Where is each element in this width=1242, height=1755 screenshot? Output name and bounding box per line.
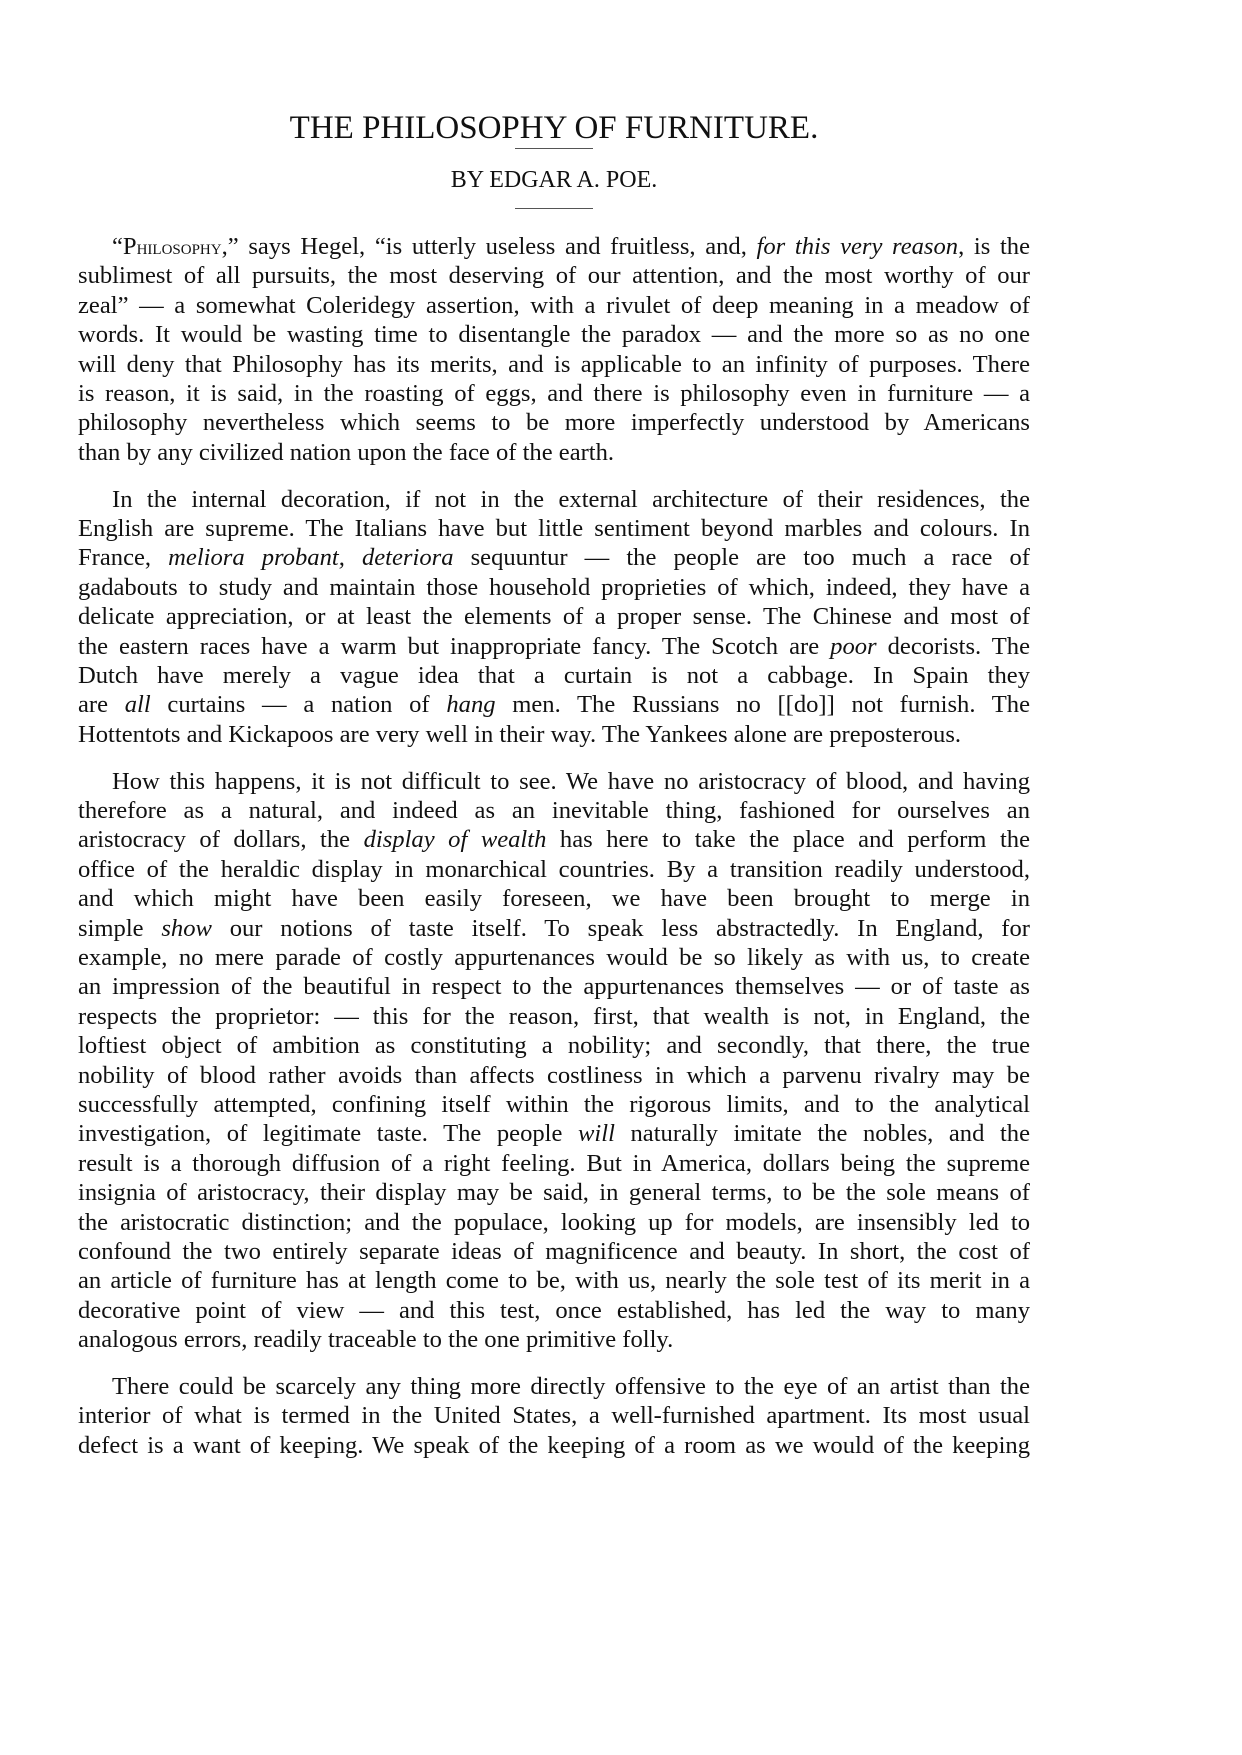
text-line <box>78 661 1030 690</box>
text-line <box>78 261 1030 290</box>
text-line <box>78 1090 1030 1119</box>
text-line <box>78 438 1030 467</box>
text-run: philosophy nevertheless which seems to be more imperfectly understood by Americans <box>78 409 1030 437</box>
text-line <box>78 1149 1030 1178</box>
text-line <box>78 1002 1030 1031</box>
text-line <box>78 1266 1030 1295</box>
italic-text: all <box>124 691 151 719</box>
text-run: zeal” — a somewhat Coleridegy assertion, with a rivulet of deep meaning in a meadow of <box>78 291 1030 319</box>
author-byline: BY EDGAR A. POE. <box>450 167 658 193</box>
text-line <box>78 1372 1030 1401</box>
text-line <box>78 855 1030 884</box>
text-run: simple <box>78 914 162 942</box>
text-line <box>78 720 1030 749</box>
paragraph-1 <box>78 232 1030 467</box>
text-line <box>78 825 1030 854</box>
text-line <box>78 379 1030 408</box>
text-line <box>78 1208 1030 1237</box>
text-run: interior of what is termed in the United States, a well-furnished apartment. Its most usual <box>78 1402 1030 1430</box>
paragraph-4 <box>78 1372 1030 1460</box>
text-run: therefore as a natural, and indeed as an inevitable thing, fashioned for ourselves an <box>78 797 1030 825</box>
text-run: has here to take the place and perform the <box>546 826 1030 854</box>
text-line <box>78 884 1030 913</box>
text-run: delicate appreciation, or at least the elements of a proper sense. The Chinese and most of <box>78 603 1030 631</box>
text-run: ,” says Hegel, “is utterly useless and fruitless, and, <box>221 233 757 260</box>
text-run: aristocracy of dollars, the <box>78 826 364 854</box>
text-run: decorative point of view — and this test, once established, has led the way to many <box>78 1296 1030 1324</box>
text-run: naturally imitate the nobles, and the <box>614 1120 1031 1148</box>
text-run: will deny that Philosophy has its merits, and is applicable to an infinity of purposes. There <box>78 350 1030 378</box>
italic-text: will <box>578 1120 615 1148</box>
text-run: decorists. The <box>876 632 1030 660</box>
text-line <box>78 1178 1030 1207</box>
text-run: curtains — a nation of <box>150 691 447 719</box>
text-run: words. It would be wasting time to disentangle the paradox — and the more so as no one <box>78 321 1030 349</box>
text-line <box>78 632 1030 661</box>
article-body <box>78 232 1030 1478</box>
text-run: are <box>78 691 125 719</box>
italic-text: for this very reason <box>756 233 959 260</box>
text-run: nobility of blood rather avoids than affects costliness in which a parvenu rivalry may be <box>78 1061 1030 1089</box>
text-run: analogous errors, readily traceable to the one primitive folly. <box>78 1326 674 1354</box>
small-caps-text: HILOSOPHY <box>136 242 222 258</box>
text-run: France, <box>78 544 169 572</box>
text-run: successfully attempted, confining itself within the rigorous limits, and to the analytical <box>78 1090 1030 1118</box>
text-line <box>78 1401 1030 1430</box>
text-run: gadabouts to study and maintain those household proprieties of which, indeed, they have a <box>78 573 1030 601</box>
text-run: There could be scarcely any thing more directly offensive to the eye of an artist than the <box>112 1372 1030 1400</box>
text-line <box>78 914 1030 943</box>
text-run: is reason, it is said, in the roasting of eggs, and there is philosophy even in furniture — a <box>78 379 1030 407</box>
italic-text: meliora probant, deteriora <box>168 544 454 572</box>
text-line <box>78 943 1030 972</box>
text-line <box>78 514 1030 543</box>
title-divider <box>515 148 593 149</box>
text-line <box>78 1431 1030 1460</box>
paragraph-3 <box>78 767 1030 1355</box>
text-run: example, no mere parade of costly appurtenances would be so likely as with us, to create <box>78 943 1030 971</box>
text-run: sequuntur — the people are too much a race of <box>453 544 1030 572</box>
text-run: insignia of aristocracy, their display may be said, in general terms, to be the sole means of <box>78 1179 1030 1207</box>
text-line <box>78 602 1030 631</box>
text-run: confound the two entirely separate ideas of magnificence and beauty. In short, the cost of <box>78 1237 1030 1265</box>
text-run: the aristocratic distinction; and the populace, looking up for models, are insensibly led to <box>78 1208 1030 1236</box>
text-run: In the internal decoration, if not in the external architecture of their residences, the <box>112 485 1030 513</box>
text-run: How this happens, it is not difficult to see. We have no aristocracy of blood, and having <box>112 767 1030 795</box>
text-line <box>78 1325 1030 1354</box>
text-line <box>78 972 1030 1001</box>
page-title: THE PHILOSOPHY OF FURNITURE. <box>289 110 819 147</box>
italic-text: poor <box>830 632 877 660</box>
text-run: defect is a want of keeping. We speak of the keeping of a room as we would of the keeping <box>78 1431 1030 1459</box>
text-run: “P <box>112 233 137 260</box>
text-run: Dutch have merely a vague idea that a curtain is not a cabbage. In Spain they <box>78 661 1030 689</box>
text-line <box>78 543 1030 572</box>
text-run: the eastern races have a warm but inappropriate fancy. The Scotch are <box>78 632 831 660</box>
text-line <box>78 1296 1030 1325</box>
text-line <box>78 408 1030 437</box>
byline-divider <box>515 208 593 209</box>
italic-text: hang <box>446 691 496 719</box>
text-line <box>78 1237 1030 1266</box>
text-line <box>78 291 1030 320</box>
paragraph-2 <box>78 485 1030 750</box>
text-run: and which might have been easily foreseen, we have been brought to merge in <box>78 885 1030 913</box>
text-run: respects the proprietor: — this for the reason, first, that wealth is not, in England, the <box>78 1002 1030 1030</box>
italic-text: display of wealth <box>363 826 547 854</box>
text-run: men. The Russians no [[do]] not furnish. The <box>495 691 1030 719</box>
text-run: sublimest of all pursuits, the most deserving of our attention, and the most worthy of our <box>78 262 1030 290</box>
text-line <box>78 320 1030 349</box>
text-line <box>78 1031 1030 1060</box>
text-line <box>78 350 1030 379</box>
text-run: investigation, of legitimate taste. The people <box>78 1120 579 1148</box>
text-run: an impression of the beautiful in respect to the appurtenances themselves — or of taste as <box>78 973 1030 1001</box>
text-line <box>78 573 1030 602</box>
text-run: than by any civilized nation upon the face of the earth. <box>78 438 615 466</box>
text-run: , is the <box>958 233 1030 260</box>
text-run: our notions of taste itself. To speak less abstractedly. In England, for <box>211 914 1030 942</box>
text-run: an article of furniture has at length come to be, with us, nearly the sole test of its merit in a <box>78 1267 1030 1295</box>
text-run: result is a thorough diffusion of a right feeling. But in America, dollars being the supreme <box>78 1149 1030 1177</box>
text-line <box>78 1061 1030 1090</box>
text-run: English are supreme. The Italians have but little sentiment beyond marbles and colours. In <box>78 515 1030 543</box>
text-line <box>78 796 1030 825</box>
text-run: Hottentots and Kickapoos are very well in their way. The Yankees alone are preposterous. <box>78 720 962 748</box>
text-line <box>78 690 1030 719</box>
text-line <box>78 485 1030 514</box>
italic-text: show <box>161 914 212 942</box>
text-line <box>78 767 1030 796</box>
text-run: loftiest object of ambition as constituting a nobility; and secondly, that there, the true <box>78 1032 1030 1060</box>
text-line <box>78 232 1030 261</box>
text-run: office of the heraldic display in monarchical countries. By a transition readily understood, <box>78 855 1030 883</box>
text-line <box>78 1119 1030 1148</box>
